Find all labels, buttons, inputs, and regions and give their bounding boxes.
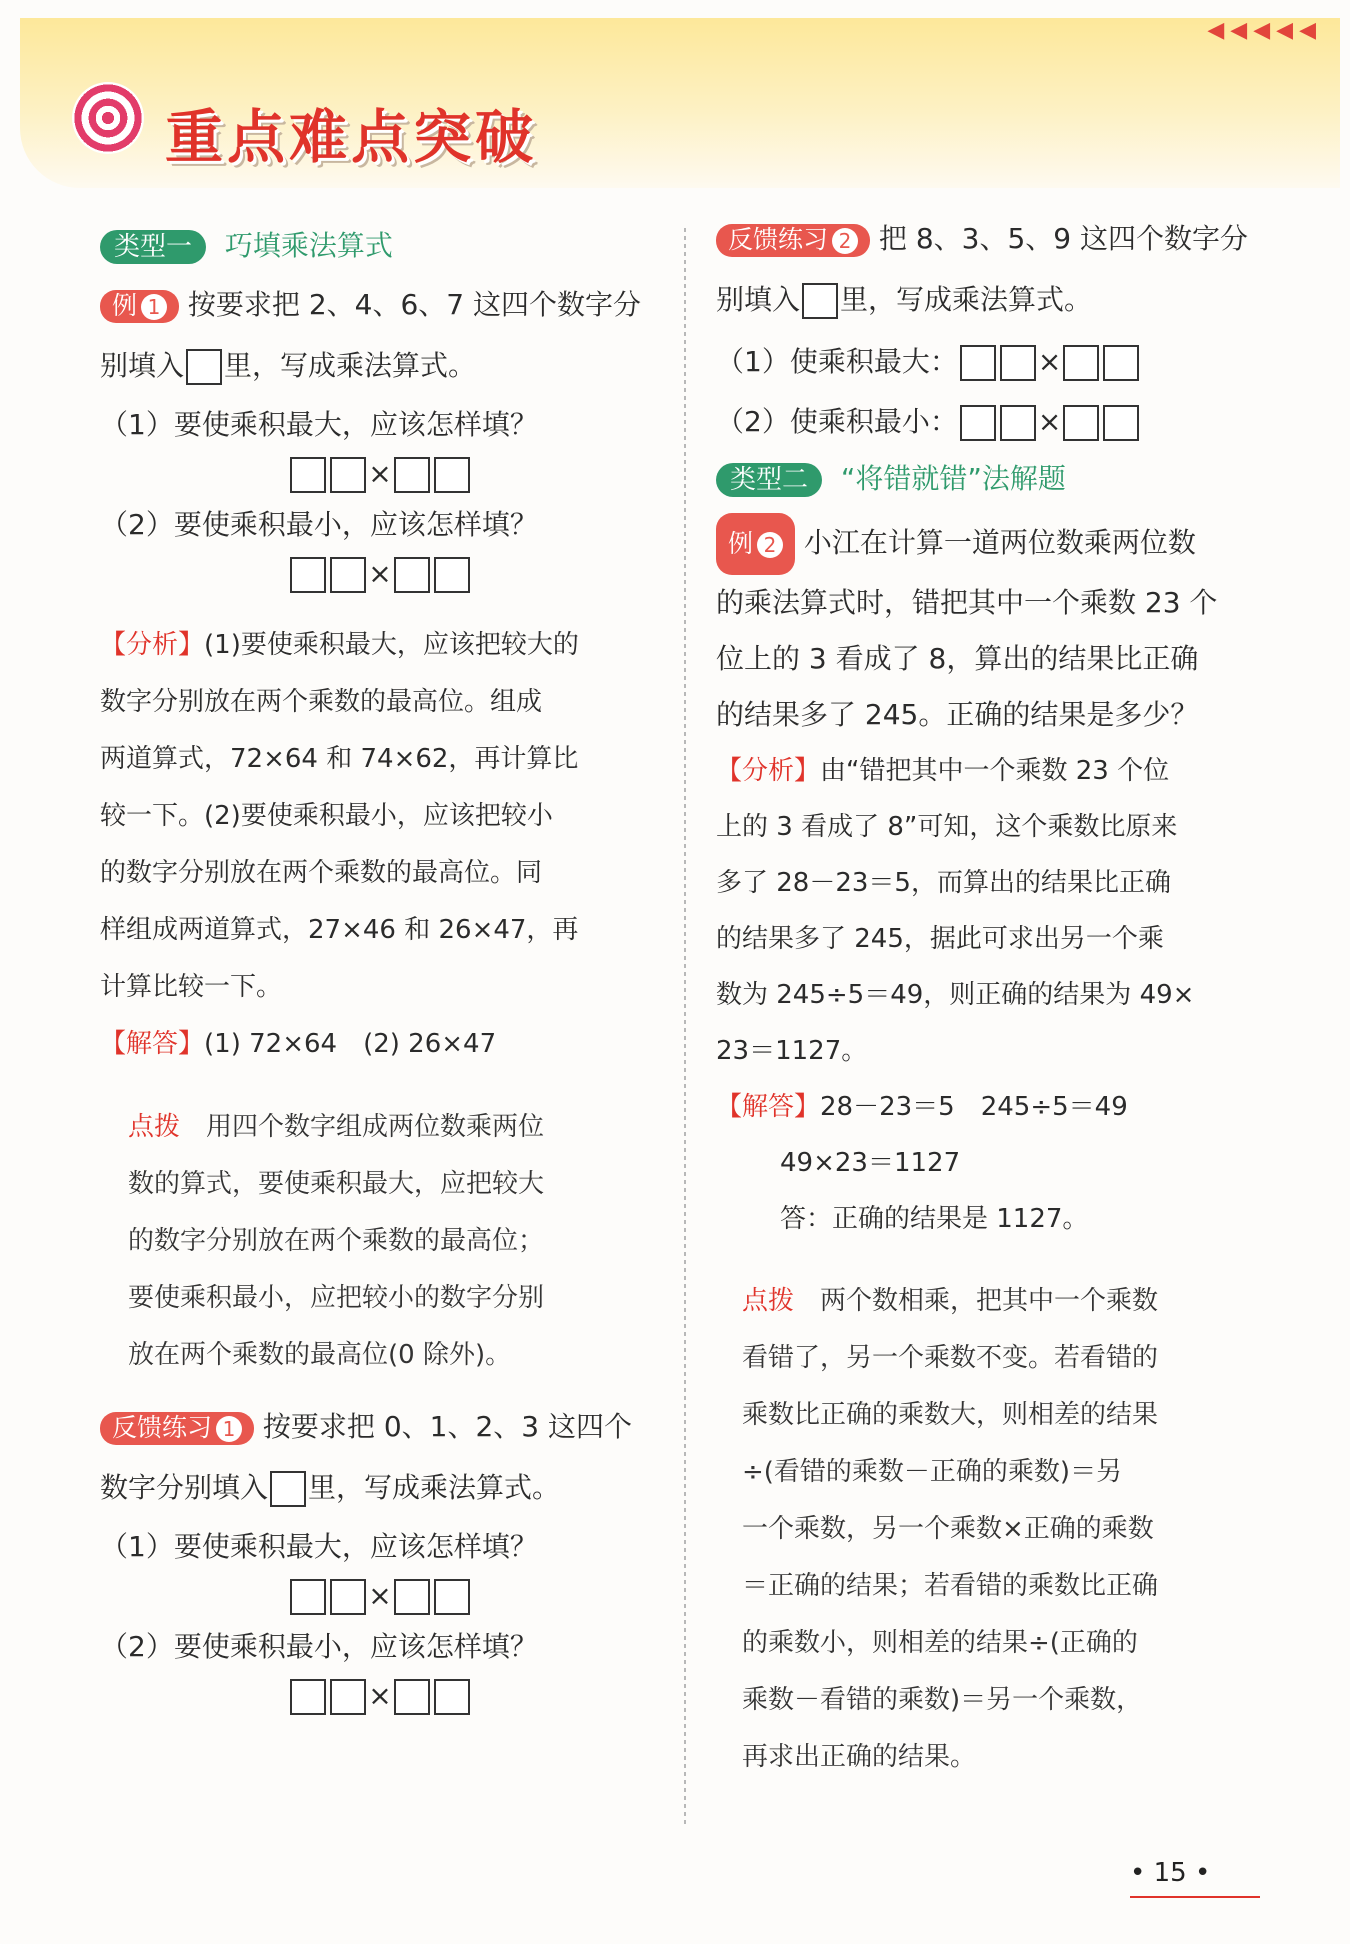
answer-box[interactable] bbox=[330, 1579, 366, 1615]
example1-text: 按要求把 2、4、6、7 这四个数字分 bbox=[187, 288, 641, 321]
tip-line: 乘数－看错的乘数)＝另一个乘数， bbox=[742, 1685, 1143, 1715]
analysis-line: 多了 28－23＝5，而算出的结果比正确 bbox=[716, 868, 1171, 898]
answer-box[interactable] bbox=[330, 1679, 366, 1715]
answer-label: 【解答】 bbox=[100, 1029, 205, 1059]
analysis-label: 【分析】 bbox=[716, 756, 821, 786]
answer-text: (1) 72×64 (2) 26×47 bbox=[204, 1029, 497, 1059]
answer-box[interactable] bbox=[290, 1679, 326, 1715]
example1-text-2b: 里，写成乘法算式。 bbox=[224, 349, 477, 382]
example2-badge: 例 2 bbox=[716, 513, 795, 575]
times-sign: × bbox=[368, 1679, 392, 1712]
feedback1-q2: （2）要使乘积最小，应该怎样填？ bbox=[100, 1630, 538, 1663]
answer-box[interactable] bbox=[1063, 405, 1099, 441]
answer-box-row bbox=[100, 1679, 660, 1715]
answer-label: 【解答】 bbox=[716, 1092, 821, 1122]
tip-label: 点拨 bbox=[128, 1112, 181, 1142]
times-sign: × bbox=[1037, 405, 1062, 438]
page-number-underline bbox=[1130, 1896, 1260, 1898]
analysis-line: 样组成两道算式，27×46 和 26×47，再 bbox=[100, 915, 579, 945]
answer-box[interactable] bbox=[394, 457, 430, 493]
answer-box[interactable] bbox=[394, 1679, 430, 1715]
feedback1-badge: 反馈练习 1 bbox=[100, 1412, 254, 1445]
example2-line: 位上的 3 看成了 8，算出的结果比正确 bbox=[716, 642, 1199, 675]
feedback1-text: 按要求把 0、1、2、3 这四个 bbox=[262, 1410, 632, 1443]
analysis-line: 计算比较一下。 bbox=[100, 972, 283, 1002]
analysis-line: 由“错把其中一个乘数 23 个位 bbox=[820, 756, 1170, 786]
tip-line: 要使乘积最小，应把较小的数字分别 bbox=[128, 1283, 545, 1313]
tip-line: 用四个数字组成两位数乘两位 bbox=[206, 1112, 545, 1142]
answer-box-row bbox=[100, 457, 660, 493]
page-number: • 15 • bbox=[1130, 1858, 1211, 1888]
blank-box bbox=[186, 349, 222, 385]
blank-box bbox=[270, 1471, 306, 1507]
answer-box[interactable] bbox=[394, 557, 430, 593]
right-column bbox=[716, 220, 1274, 1786]
answer-line: 28－23＝5 245÷5＝49 bbox=[820, 1092, 1128, 1122]
times-sign: × bbox=[368, 457, 392, 490]
arrow-decoration: ◀◀◀◀◀ bbox=[1207, 18, 1322, 43]
tip-line: 一个乘数，另一个乘数×正确的乘数 bbox=[742, 1514, 1154, 1544]
answer-box[interactable] bbox=[434, 457, 470, 493]
answer-box[interactable] bbox=[394, 1579, 430, 1615]
tip-line: 的乘数小，则相差的结果÷(正确的 bbox=[742, 1628, 1138, 1658]
example1-text-2a: 别填入 bbox=[100, 349, 185, 382]
answer-box[interactable] bbox=[330, 457, 366, 493]
blank-box bbox=[802, 283, 838, 319]
example2-line: 的结果多了 245。正确的结果是多少？ bbox=[716, 698, 1199, 731]
feedback1-q1: （1）要使乘积最大，应该怎样填？ bbox=[100, 1530, 538, 1563]
answer-box[interactable] bbox=[1103, 345, 1139, 381]
analysis-block bbox=[100, 617, 660, 1073]
tip-line: 看错了，另一个乘数不变。若看错的 bbox=[742, 1343, 1159, 1373]
analysis-line: 23＝1127。 bbox=[716, 1036, 868, 1066]
answer-box[interactable] bbox=[960, 405, 996, 441]
type1-title: 巧填乘法算式 bbox=[224, 229, 393, 262]
answer-box-row bbox=[100, 557, 660, 593]
analysis-line: 上的 3 看成了 8”可知，这个乘数比原来 bbox=[716, 812, 1178, 842]
analysis-label: 【分析】 bbox=[100, 630, 205, 660]
type2-title: “将错就错”法解题 bbox=[840, 462, 1066, 495]
feedback1-text-2b: 里，写成乘法算式。 bbox=[308, 1471, 561, 1504]
analysis-line: 数字分别放在两个乘数的最高位。组成 bbox=[100, 687, 543, 717]
answer-line: 答：正确的结果是 1127。 bbox=[780, 1204, 1089, 1234]
feedback2-text-2b: 里，写成乘法算式。 bbox=[840, 283, 1093, 316]
tip-block bbox=[100, 1099, 660, 1384]
answer-box[interactable] bbox=[290, 557, 326, 593]
type1-badge: 类型一 bbox=[100, 230, 206, 264]
analysis-line: 两道算式，72×64 和 74×62，再计算比 bbox=[100, 744, 579, 774]
feedback1-text-2a: 数字分别填入 bbox=[100, 1471, 269, 1504]
tip-line: ＝正确的结果；若看错的乘数比正确 bbox=[742, 1571, 1159, 1601]
answer-box[interactable] bbox=[1063, 345, 1099, 381]
feedback2-q1: （1）使乘积最大： bbox=[716, 345, 958, 378]
tip-line: ÷(看错的乘数－正确的乘数)＝另 bbox=[742, 1457, 1123, 1487]
example2-line: 小江在计算一道两位数乘两位数 bbox=[803, 526, 1196, 559]
times-sign: × bbox=[1037, 345, 1062, 378]
answer-box[interactable] bbox=[330, 557, 366, 593]
tip-line: 的数字分别放在两个乘数的最高位； bbox=[128, 1226, 545, 1256]
example2-line: 的乘法算式时，错把其中一个乘数 23 个 bbox=[716, 586, 1218, 619]
column-divider bbox=[684, 228, 686, 1828]
example2-block bbox=[716, 513, 1274, 743]
times-sign: × bbox=[368, 557, 392, 590]
type2-badge: 类型二 bbox=[716, 463, 822, 497]
answer-box[interactable] bbox=[1000, 345, 1036, 381]
answer-box[interactable] bbox=[290, 1579, 326, 1615]
example1-badge: 例 1 bbox=[100, 290, 179, 323]
answer-box[interactable] bbox=[434, 557, 470, 593]
analysis-line: 数为 245÷5＝49，则正确的结果为 49× bbox=[716, 980, 1195, 1010]
tip-line: 两个数相乘，把其中一个乘数 bbox=[820, 1286, 1159, 1316]
analysis-line: 较一下。(2)要使乘积最小，应该把较小 bbox=[100, 801, 553, 831]
feedback2-q2: （2）使乘积最小： bbox=[716, 405, 958, 438]
example1-q2: （2）要使乘积最小，应该怎样填？ bbox=[100, 508, 538, 541]
answer-line: 49×23＝1127 bbox=[780, 1148, 961, 1178]
tip-line: 再求出正确的结果。 bbox=[742, 1742, 977, 1772]
analysis-line: 的结果多了 245，据此可求出另一个乘 bbox=[716, 924, 1164, 954]
analysis-line: 的数字分别放在两个乘数的最高位。同 bbox=[100, 858, 543, 888]
tip-line: 乘数比正确的乘数大，则相差的结果 bbox=[742, 1400, 1159, 1430]
answer-box[interactable] bbox=[1103, 405, 1139, 441]
example1-q1: （1）要使乘积最大，应该怎样填？ bbox=[100, 408, 538, 441]
left-column bbox=[100, 220, 660, 1715]
answer-box[interactable] bbox=[290, 457, 326, 493]
analysis-line: (1)要使乘积最大，应该把较大的 bbox=[204, 630, 579, 660]
times-sign: × bbox=[368, 1579, 392, 1612]
answer-box-row bbox=[100, 1579, 660, 1615]
feedback2-text-2a: 别填入 bbox=[716, 283, 801, 316]
answer-box[interactable] bbox=[434, 1679, 470, 1715]
tip-block-2 bbox=[716, 1273, 1274, 1786]
answer-box[interactable] bbox=[434, 1579, 470, 1615]
feedback2-badge: 反馈练习 2 bbox=[716, 224, 870, 257]
analysis-block-2 bbox=[716, 743, 1274, 1247]
tip-line: 数的算式，要使乘积最大，应把较大 bbox=[128, 1169, 545, 1199]
tip-label: 点拨 bbox=[742, 1286, 795, 1316]
target-icon bbox=[72, 82, 144, 154]
feedback2-text: 把 8、3、5、9 这四个数字分 bbox=[878, 222, 1248, 255]
answer-box[interactable] bbox=[1000, 405, 1036, 441]
tip-line: 放在两个乘数的最高位(0 除外)。 bbox=[128, 1340, 512, 1370]
page-title: 重点难点突破 bbox=[165, 103, 538, 171]
answer-box[interactable] bbox=[960, 345, 996, 381]
